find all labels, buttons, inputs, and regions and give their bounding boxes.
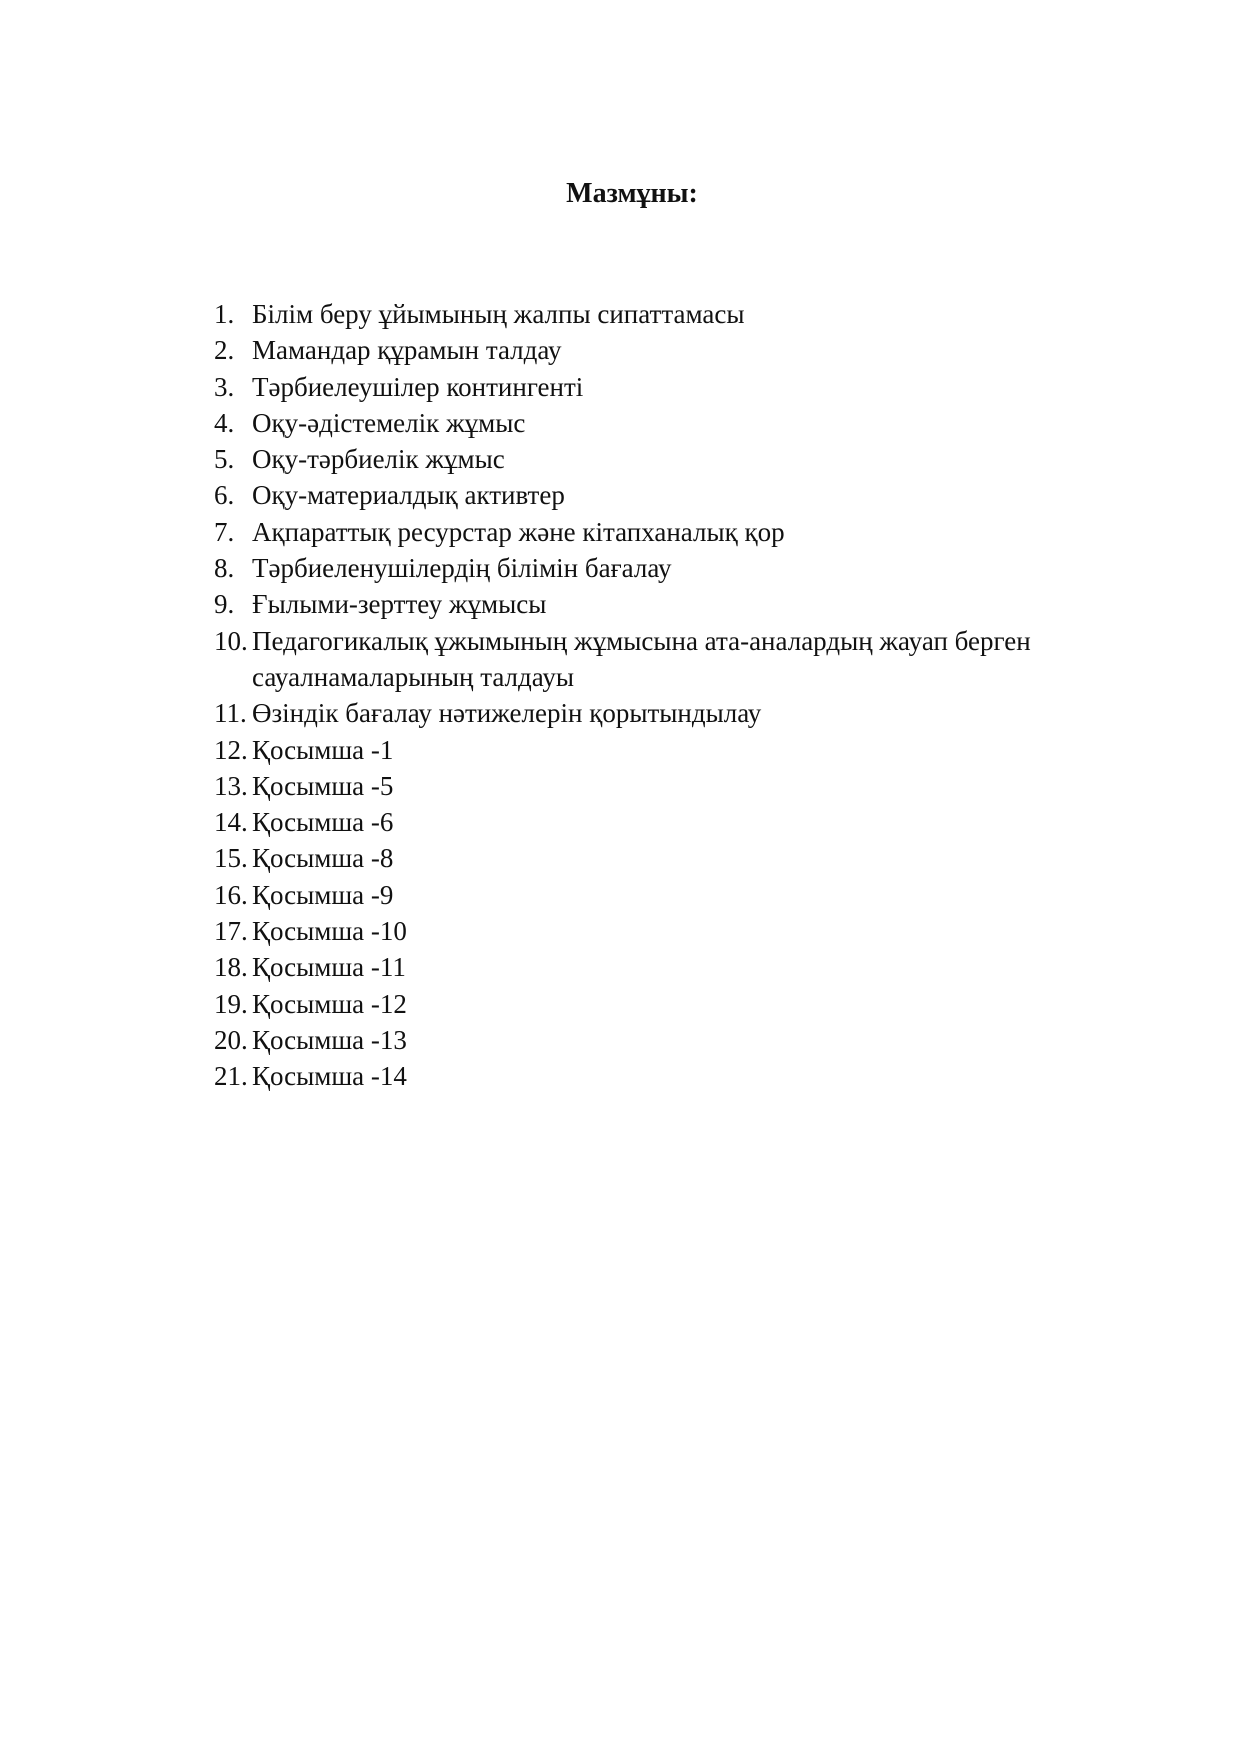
toc-item-text: Педагогикалық ұжымының жұмысына ата-аналардың жауап берген сауалнамаларының талдауы <box>252 625 1031 692</box>
toc-item <box>214 877 1114 913</box>
toc-item-number: 2. <box>214 335 235 366</box>
toc-item <box>214 949 1114 985</box>
toc-item-number: 16. <box>214 879 248 910</box>
toc-item-text: Білім беру ұйымының жалпы сипаттамасы <box>252 299 745 329</box>
toc-item-text: Ғылыми-зерттеу жұмысы <box>252 589 547 620</box>
toc-item-number: 15. <box>214 843 248 874</box>
toc-item <box>214 695 1114 731</box>
toc-item-text: Қосымша -12 <box>252 988 407 1019</box>
toc-item-text: Оқу-тәрбиелік жұмыс <box>252 444 505 475</box>
toc-item-text: Оқу-материалдық активтер <box>252 480 565 511</box>
toc-item-text: Қосымша -11 <box>252 952 406 983</box>
toc-item <box>214 1022 1114 1058</box>
toc-item-text: Қосымша -9 <box>252 879 394 910</box>
toc-item <box>214 477 1114 513</box>
toc-item <box>214 586 1114 622</box>
page-title: Мазмұны: <box>566 178 698 209</box>
toc-item <box>214 405 1114 441</box>
toc-item-number: 1. <box>214 299 235 329</box>
toc-item-number: 5. <box>214 444 235 475</box>
toc-item <box>214 332 1114 368</box>
toc-item-number: 10. <box>214 625 248 656</box>
toc-item <box>214 296 1114 332</box>
toc-item <box>214 550 1114 586</box>
toc-item-text: Өзіндік бағалау нәтижелерін қорытындылау <box>252 698 762 729</box>
toc-item-number: 21. <box>214 1061 248 1092</box>
toc-item <box>214 514 1114 550</box>
toc-item-text: Мамандар құрамын талдау <box>252 335 562 366</box>
toc-item-text: Қосымша -14 <box>252 1061 407 1092</box>
toc-item-number: 18. <box>214 952 248 983</box>
toc-item-number: 3. <box>214 371 235 402</box>
toc-item-text: Қосымша -6 <box>252 807 394 838</box>
toc-item-number: 17. <box>214 916 248 947</box>
toc-item-number: 8. <box>214 553 235 584</box>
toc-item <box>214 768 1114 804</box>
toc-item <box>214 840 1114 876</box>
toc-item-number: 20. <box>214 1024 248 1055</box>
toc-item-number: 9. <box>214 589 235 620</box>
toc-item-number: 7. <box>214 516 235 547</box>
toc-item-text: Тәрбиеленушілердің білімін бағалау <box>252 553 672 584</box>
toc-item-number: 12. <box>214 734 248 765</box>
toc-item <box>214 913 1114 949</box>
toc-item <box>214 732 1114 768</box>
toc-item-text: Оқу-әдістемелік жұмыс <box>252 407 526 438</box>
toc-item-number: 4. <box>214 407 235 438</box>
toc-item-number: 14. <box>214 807 248 838</box>
toc-item <box>214 804 1114 840</box>
toc-item <box>214 441 1114 477</box>
toc-item-text: Қосымша -5 <box>252 770 394 801</box>
toc-item-number: 19. <box>214 988 248 1019</box>
toc-item-number: 11. <box>214 698 247 729</box>
toc-item <box>214 369 1114 405</box>
toc-item-text: Қосымша -1 <box>252 734 394 765</box>
toc-item <box>214 1058 1114 1094</box>
toc-item-text: Қосымша -10 <box>252 916 407 947</box>
toc-item-text: Тәрбиелеушілер контингенті <box>252 371 584 402</box>
table-of-contents <box>214 296 1114 1095</box>
toc-item-text: Қосымша -8 <box>252 843 394 874</box>
toc-item <box>214 986 1114 1022</box>
toc-item-text: Қосымша -13 <box>252 1024 407 1055</box>
toc-item-number: 6. <box>214 480 235 511</box>
toc-item <box>214 623 1114 696</box>
toc-item-text: Ақпараттық ресурстар және кітапханалық қор <box>252 516 785 547</box>
toc-item-number: 13. <box>214 770 248 801</box>
